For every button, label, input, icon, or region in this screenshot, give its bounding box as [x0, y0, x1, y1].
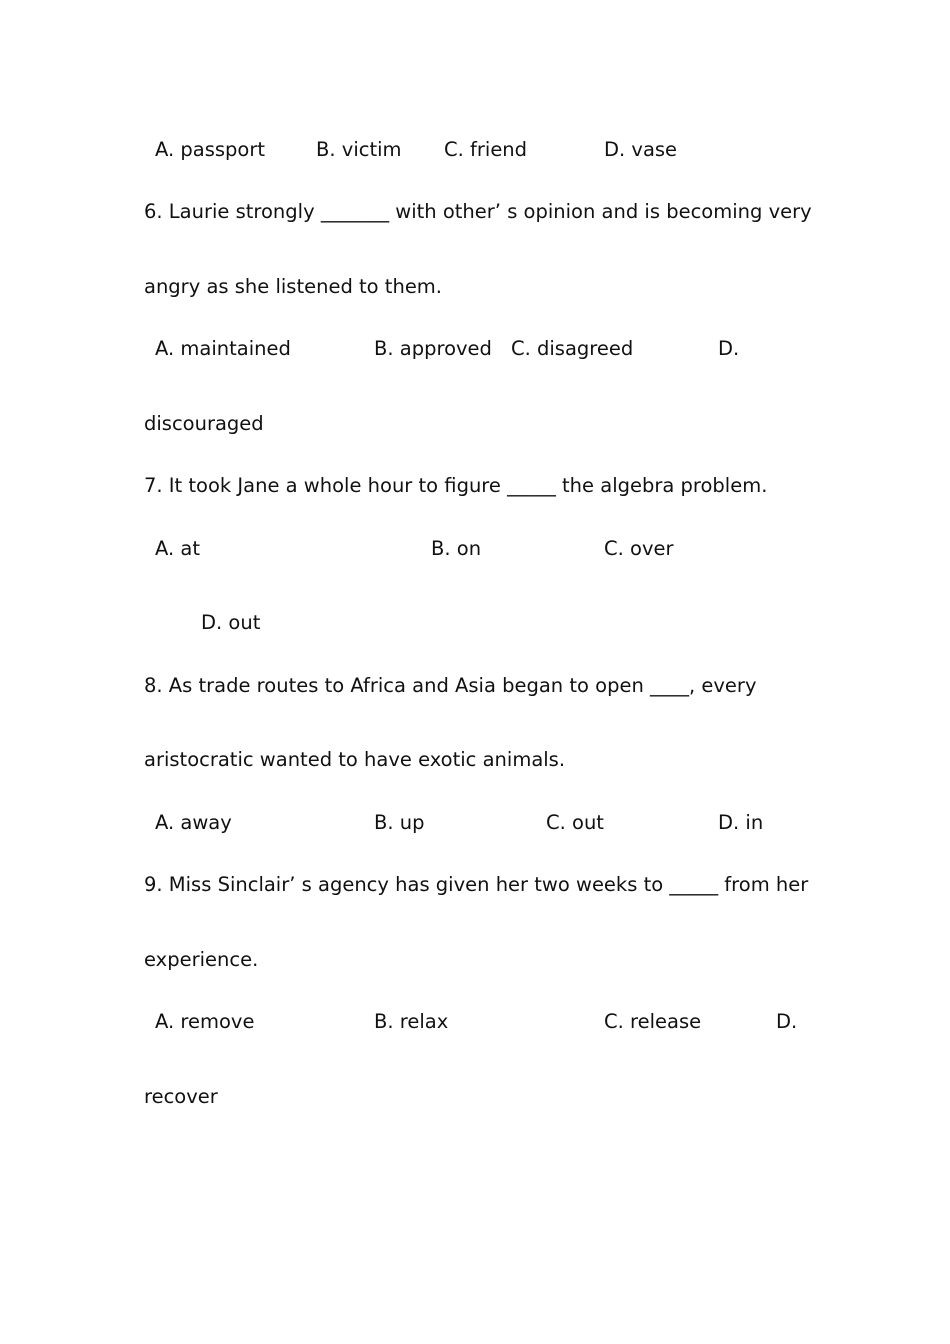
q5-option-a: A. passport	[155, 138, 266, 161]
q9-option-c: C. release	[604, 1010, 702, 1033]
q7-option-c: C. over	[604, 537, 674, 560]
q7-option-a: A. at	[155, 537, 200, 560]
q5-option-d: D. vase	[604, 138, 678, 161]
q5-option-b: B. victim	[316, 138, 402, 161]
q6-stem-line2: angry as she listened to them.	[144, 275, 443, 298]
q6-stem-line1: 6. Laurie strongly _______ with other’ s opinion and is becoming very	[144, 200, 812, 223]
q8-stem-line1: 8. As trade routes to Africa and Asia began to open ____, every	[144, 674, 757, 697]
q6-option-d-word: discouraged	[144, 412, 264, 435]
q8-option-b: B. up	[374, 811, 425, 834]
q7-option-d: D. out	[201, 611, 261, 634]
q9-stem-line1: 9. Miss Sinclair’ s agency has given her two weeks to _____ from her	[144, 873, 809, 896]
q9-option-a: A. remove	[155, 1010, 255, 1033]
q5-option-c: C. friend	[444, 138, 528, 161]
q9-option-b: B. relax	[374, 1010, 449, 1033]
q9-option-d-word: recover	[144, 1085, 218, 1108]
q6-option-d-prefix: D.	[718, 337, 740, 360]
q8-option-c: C. out	[546, 811, 604, 834]
q8-option-a: A. away	[155, 811, 232, 834]
q6-option-b: B. approved	[374, 337, 492, 360]
q7-stem: 7. It took Jane a whole hour to figure _____ the algebra problem.	[144, 474, 768, 497]
q8-stem-line2: aristocratic wanted to have exotic animals.	[144, 748, 566, 771]
q6-option-c: C. disagreed	[511, 337, 634, 360]
q7-option-b: B. on	[431, 537, 482, 560]
q8-option-d: D. in	[718, 811, 764, 834]
q9-stem-line2: experience.	[144, 948, 259, 971]
q9-option-d-prefix: D.	[776, 1010, 798, 1033]
q6-option-a: A. maintained	[155, 337, 291, 360]
